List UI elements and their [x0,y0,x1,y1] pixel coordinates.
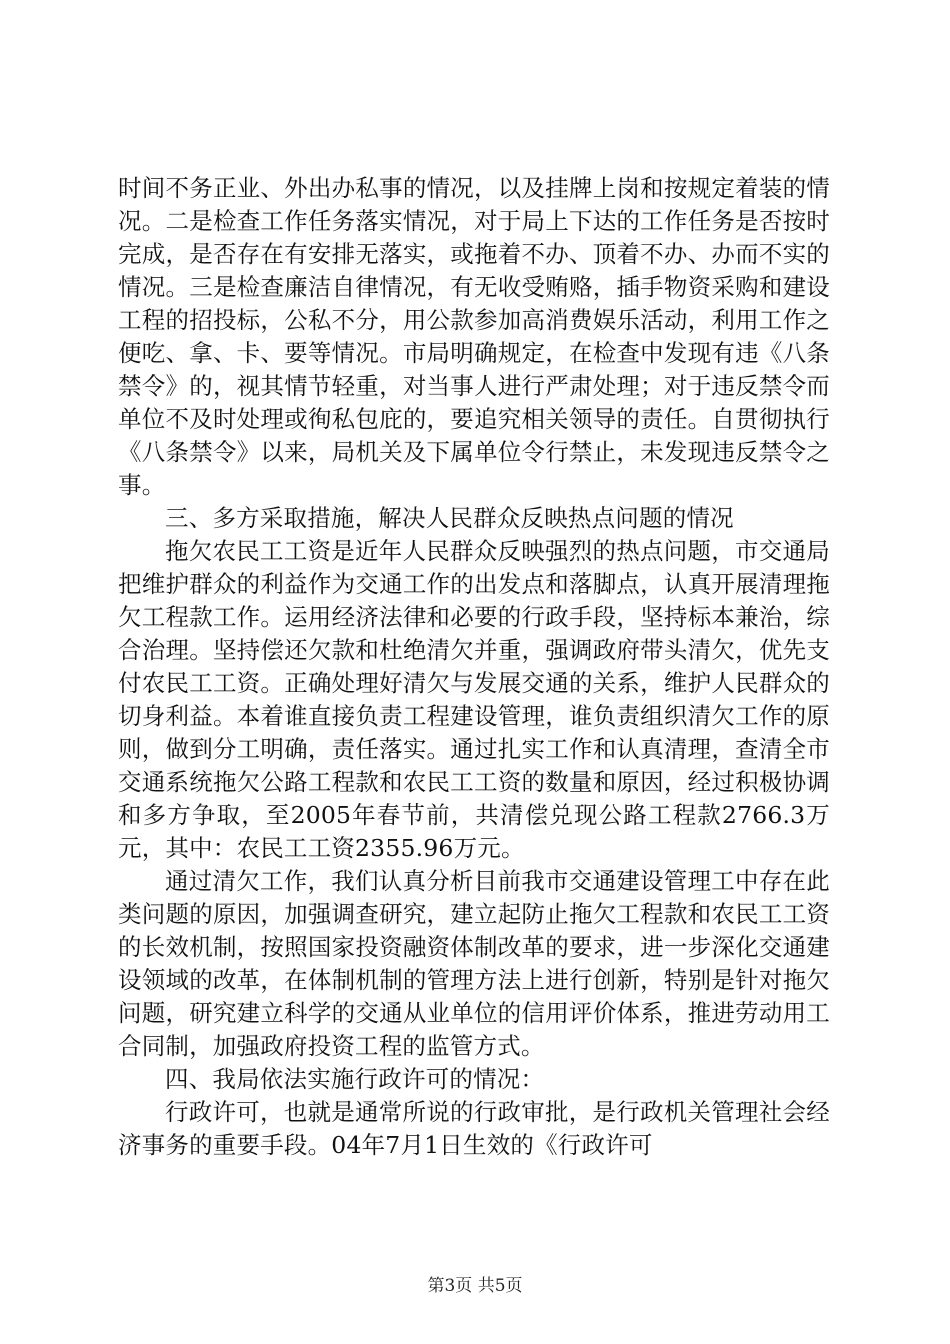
paragraph-continuation: 时间不务正业、外出办私事的情况，以及挂牌上岗和按规定着装的情况。二是检查工作任务落实情况，对于局上下达的工作任务是否按时完成，是否存在有安排无落实，或拖着不办、顶着不办、办而不实的情况。三是检查廉洁自律情况，有无收受贿赂，插手物资采购和建设工程的招投标，公私不分，用公款参加高消费娱乐活动，利用工作之便吃、拿、卡、要等情况。市局明确规定，在检查中发现有违《八条禁令》的，视其情节轻重，对当事人进行严肃处理；对于违反禁令而单位不及时处理或徇私包庇的，要追究相关领导的责任。自贯彻执行《八条禁令》以来，局机关及下属单位令行禁止，未发现违反禁令之事。 [118,174,830,499]
paragraph-long-term-mechanism: 通过清欠工作，我们认真分析目前我市交通建设管理工中存在此类问题的原因，加强调查研究，建立起防止拖欠工程款和农民工工资的长效机制，按照国家投资融资体制改革的要求，进一步深化交通建设领域的改革，在体制机制的管理方法上进行创新，特别是针对拖欠问题，研究建立科学的交通从业单位的信用评价体系，推进劳动用工合同制，加强政府投资工程的监管方式。 [118,867,830,1060]
paragraph-administrative-license: 行政许可，也就是通常所说的行政审批，是行政机关管理社会经济事务的重要手段。04年7月1日生效的《行政许可 [118,1098,830,1159]
section-heading-3: 三、多方采取措施，解决人民群众反映热点问题的情况 [165,504,734,532]
page-number-footer: 第3页 共5页 [427,1276,523,1296]
paragraph-wage-arrears: 拖欠农民工工资是近年人民群众反映强烈的热点问题，市交通局把维护群众的利益作为交通工作的出发点和落脚点，认真开展清理拖欠工程款工作。运用经济法律和必要的行政手段，坚持标本兼治，综合治理。坚持偿还欠款和杜绝清欠并重，强调政府带头清欠，优先支付农民工工资。正确处理好清欠与发展交通的关系，维护人民群众的切身利益。本着谁直接负责工程建设管理，谁负责组织清欠工作的原则，做到分工明确，责任落实。通过扎实工作和认真清理，查清全市交通系统拖欠公路工程款和农民工工资的数量和原因，经过积极协调和多方争取，至2005年春节前，共清偿兑现公路工程款2766.3万元，其中：农民工工资2355.96万元。 [118,537,830,862]
document-body [118,172,830,1162]
section-heading-4: 四、我局依法实施行政许可的情况： [165,1065,545,1093]
